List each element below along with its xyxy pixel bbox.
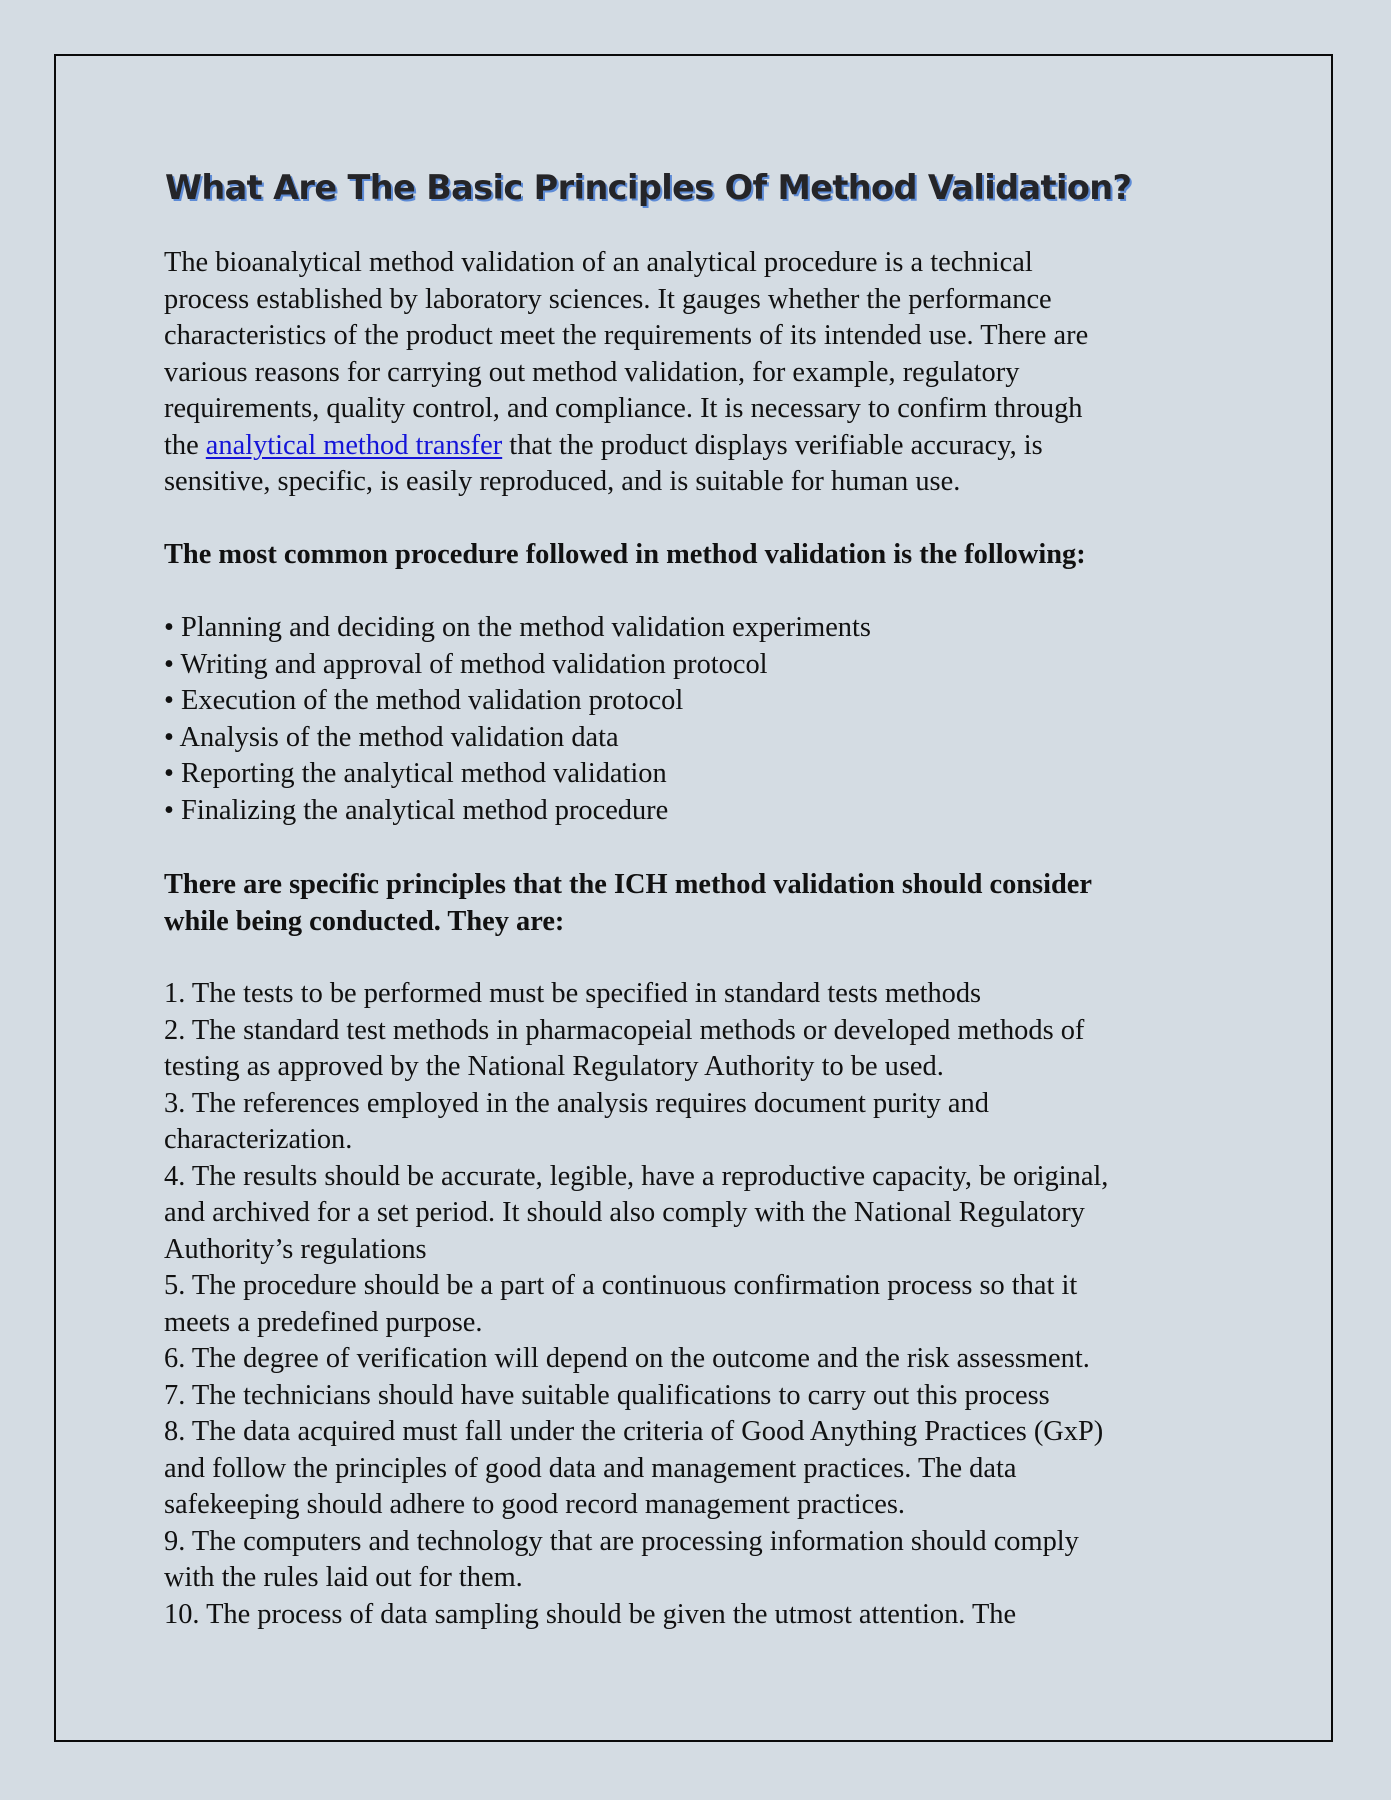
- principle-line: 5. The procedure should be a part of a continuous confirmation process so that it: [164, 1270, 1078, 1301]
- intro-line-with-link: [164, 428, 1088, 465]
- procedure-steps-list: [164, 610, 871, 829]
- principle-line: 8. The data acquired must fall under the criteria of Good Anything Practices (GxP): [164, 1416, 1104, 1447]
- procedure-heading: The most common procedure followed in method validation is the following:: [164, 539, 1086, 570]
- procedure-step-item: • Reporting the analytical method validation: [164, 758, 667, 789]
- intro-line: The bioanalytical method validation of an analytical procedure is a technical: [164, 247, 1033, 278]
- ich-principles-heading: [164, 867, 1092, 940]
- principle-line: and follow the principles of good data and management practices. The data: [164, 1452, 1017, 1484]
- ich-heading-line: while being conducted. They are:: [164, 905, 565, 937]
- procedure-step-item: • Planning and deciding on the method validation experiments: [164, 612, 871, 643]
- principle-line: testing as approved by the National Regulatory Authority to be used.: [164, 1051, 944, 1082]
- principle-line: meets a predefined purpose.: [164, 1306, 483, 1338]
- principle-line: Authority’s regulations: [164, 1233, 427, 1265]
- principle-line: with the rules laid out for them.: [164, 1562, 523, 1593]
- principles-numbered-list: [164, 976, 1108, 1633]
- procedure-step-item: • Finalizing the analytical method procedure: [164, 794, 669, 826]
- principle-line: characterization.: [164, 1124, 353, 1155]
- principle-line: 6. The degree of verification will depend on the outcome and the risk assessment.: [164, 1343, 1090, 1374]
- principle-line: 3. The references employed in the analysis requires document purity and: [164, 1087, 989, 1119]
- procedure-step-item: • Execution of the method validation protocol: [164, 685, 684, 716]
- principle-line: 9. The computers and technology that are processing information should comply: [164, 1525, 1079, 1557]
- analytical-method-transfer-link[interactable]: analytical method transfer: [205, 429, 503, 461]
- principle-line: 10. The process of data sampling should be given the utmost attention. The: [164, 1598, 1017, 1630]
- intro-line: sensitive, specific, is easily reproduced, and is suitable for human use.: [164, 466, 961, 497]
- intro-line: various reasons for carrying out method validation, for example, regulatory: [164, 356, 1020, 388]
- page-title: What Are The Basic Principles Of Method Validation?: [165, 168, 1132, 207]
- intro-paragraph: [164, 245, 1088, 501]
- principle-line: 2. The standard test methods in pharmacopeial methods or developed methods of: [164, 1014, 1085, 1046]
- principle-line: 7. The technicians should have suitable qualifications to carry out this process: [164, 1379, 1050, 1411]
- intro-link-prefix: the: [164, 429, 206, 461]
- intro-line: characteristics of the product meet the requirements of its intended use. There are: [164, 320, 1089, 351]
- principle-line: 4. The results should be accurate, legible, have a reproductive capacity, be original,: [164, 1160, 1109, 1192]
- intro-link-suffix: that the product displays verifiable accuracy, is: [502, 429, 1043, 461]
- principle-line: and archived for a set period. It should also comply with the National Regulatory: [164, 1197, 1085, 1228]
- intro-line: requirements, quality control, and compliance. It is necessary to confirm through: [164, 393, 1083, 424]
- procedure-step-item: • Analysis of the method validation data: [164, 721, 619, 753]
- principle-line: 1. The tests to be performed must be specified in standard tests methods: [164, 978, 982, 1009]
- procedure-step-item: • Writing and approval of method validation protocol: [164, 648, 768, 680]
- intro-line: process established by laboratory sciences. It gauges whether the performance: [164, 283, 1052, 315]
- ich-heading-line: There are specific principles that the ICH method validation should consider: [164, 869, 1092, 900]
- principle-line: safekeeping should adhere to good record management practices.: [164, 1489, 906, 1520]
